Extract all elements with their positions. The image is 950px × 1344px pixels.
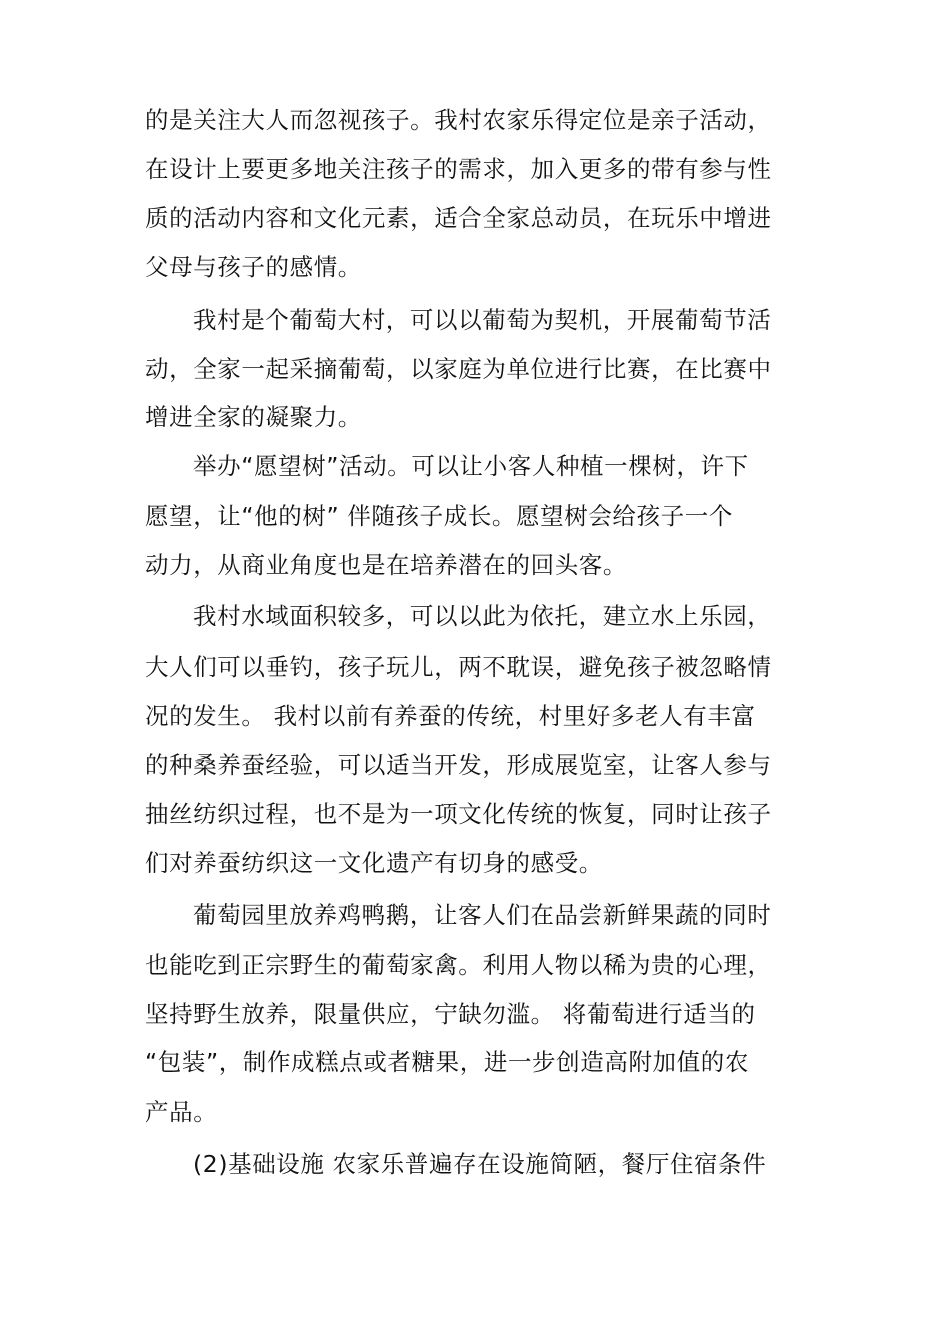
text-line: 举办“愿望树”活动。可以让小客人种植一棵树，许下 bbox=[193, 452, 749, 480]
text-line: 葡萄园里放养鸡鸭鹅，让客人们在品尝新鲜果蔬的同时 bbox=[193, 901, 772, 929]
text-line: 产品。 bbox=[145, 1098, 218, 1126]
text-line: 的是关注大人而忽视孩子。我村农家乐得定位是亲子活动， bbox=[145, 106, 772, 134]
text-line: 增进全家的凝聚力。 bbox=[145, 403, 362, 431]
text-line: 动力，从商业角度也是在培养潜在的回头客。 bbox=[145, 551, 627, 579]
text-line: 也能吃到正宗野生的葡萄家禽。利用人物以稀为贵的心理， bbox=[145, 951, 772, 979]
text-line: “包装”，制作成糕点或者糖果，进一步创造高附加值的农 bbox=[145, 1048, 749, 1076]
text-line: 大人们可以垂钓，孩子玩儿，两不耽误，避免孩子被忽略情 bbox=[145, 653, 772, 681]
text-line: 抽丝纺织过程，也不是为一项文化传统的恢复，同时让孩子 bbox=[145, 800, 772, 828]
text-line: 们对养蚕纺织这一文化遗产有切身的感受。 bbox=[145, 849, 603, 877]
text-line: 我村是个葡萄大村，可以以葡萄为契机，开展葡萄节活 bbox=[193, 306, 772, 334]
text-line: 的种桑养蚕经验，可以适当开发，形成展览室，让客人参与 bbox=[145, 751, 772, 779]
text-line: 动，全家一起采摘葡萄，以家庭为单位进行比赛，在比赛中 bbox=[145, 355, 772, 383]
text-line: (2)基础设施 农家乐普遍存在设施简陋，餐厅住宿条件 bbox=[193, 1150, 767, 1178]
text-line: 况的发生。 我村以前有养蚕的传统，村里好多老人有丰富 bbox=[145, 702, 756, 730]
text-line: 质的活动内容和文化元素，适合全家总动员，在玩乐中增进 bbox=[145, 204, 772, 232]
text-line: 父母与孩子的感情。 bbox=[145, 253, 362, 281]
text-line: 坚持野生放养，限量供应，宁缺勿滥。 将葡萄进行适当的 bbox=[145, 1000, 756, 1028]
text-line: 我村水域面积较多，可以以此为依托，建立水上乐园， bbox=[193, 602, 772, 630]
text-line: 在设计上要更多地关注孩子的需求，加入更多的带有参与性 bbox=[145, 155, 772, 183]
text-line: 愿望，让“他的树” 伴随孩子成长。愿望树会给孩子一个 bbox=[145, 502, 733, 530]
